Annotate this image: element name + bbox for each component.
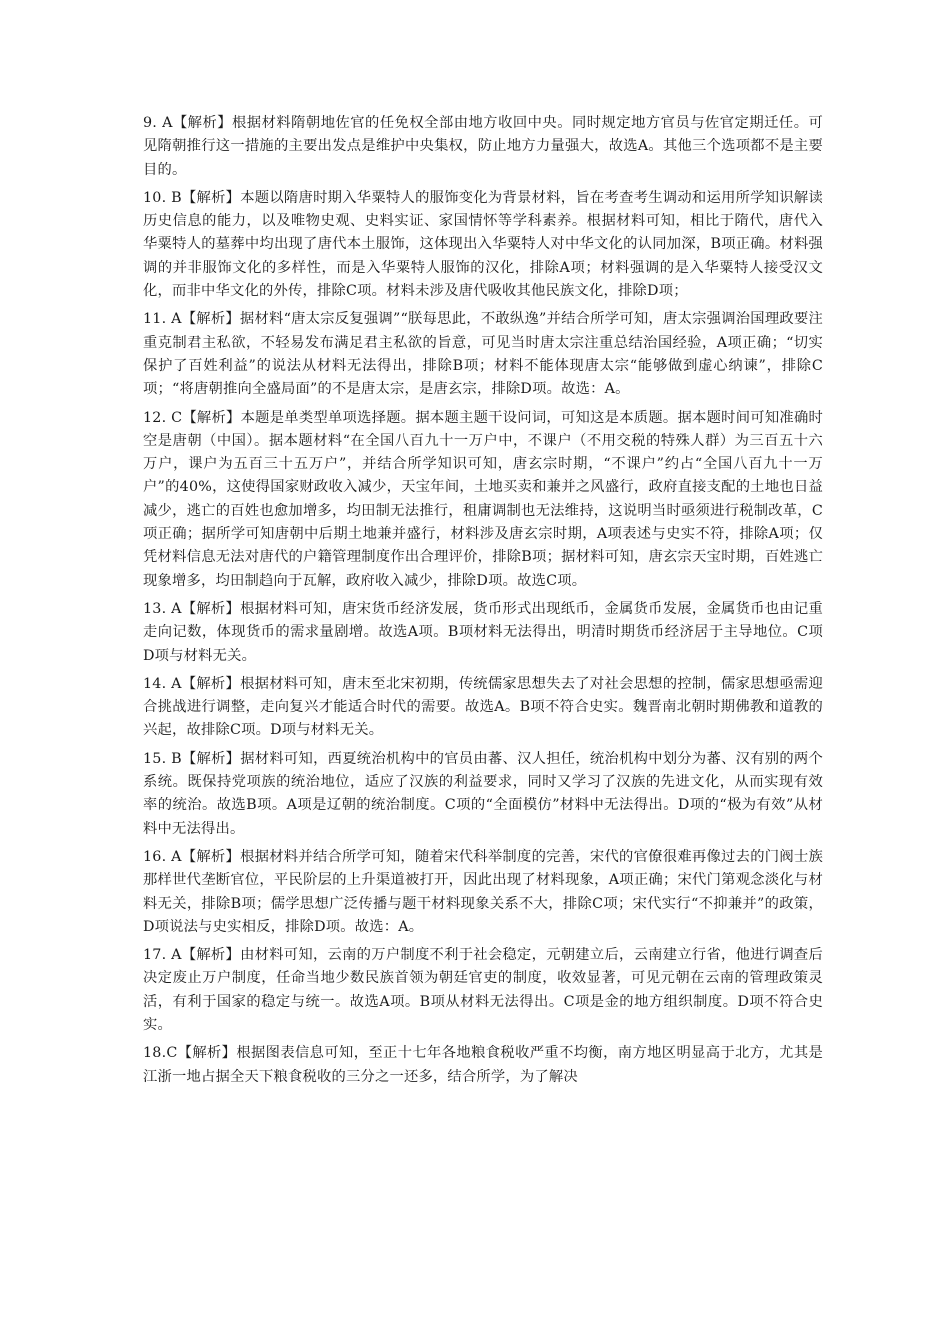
- explanation-item-9: 9. A【解析】根据材料隋朝地佐官的任免权全部由地方收回中央。同时规定地方官员与佐官定期迁任。可见隋朝推行这一措施的主要出发点是维护中央集权，防止地方力量强大，故选A。其他三个选项都不是主要目的。: [143, 115, 823, 178]
- explanation-item-18: 18.C【解析】根据图表信息可知，至正十七年各地粮食税收严重不均衡，南方地区明显高于北方，尤其是江浙一地占据全天下粮食税收的三分之一还多，结合所学，为了解决: [143, 1045, 823, 1085]
- explanation-item-14: 14. A【解析】根据材料可知，唐末至北宋初期，传统儒家思想失去了对社会思想的控制，儒家思想亟需迎合挑战进行调整，走向复兴才能适合时代的需要。故选A。B项不符合史实。魏晋南北朝时期佛教和道教的兴起，故排除C项。D项与材料无关。: [143, 675, 823, 739]
- explanation-item-12: 12. C【解析】本题是单类型单项选择题。据本题主题干设问词，可知这是本质题。据本题时间可知准确时空是唐朝（中国）。据本题材料“在全国八百九十一万户中，不课户（不用交税的特殊人群）为三百五十六万户，课户为五百三十五万户”，并结合所学知识可知，唐玄宗时期，“不课户”约占“全国八百九十一万户”的40%，这使得国家财政收入减少，天宝年间，土地买卖和兼并之风盛行，政府直接支配的土地也日益减少，逃亡的百姓也愈加增多，均田制无法推行，租庸调制也无法维持，这说明当时亟须进行税制改革，C项正确；据所学可知唐朝中后期土地兼并盛行，材料涉及唐玄宗时期，A项表述与史实不符，排除A项；仅凭材料信息无法对唐代的户籍管理制度作出合理评价，排除B项；据材料可知，唐玄宗天宝时期，百姓逃亡现象增多，均田制趋向于瓦解，政府收入减少，排除D项。故选C项。: [143, 409, 823, 589]
- answer-explanations: [143, 112, 823, 1094]
- explanation-item-10: 10. B【解析】本题以隋唐时期入华粟特人的服饰变化为背景材料，旨在考查考生调动和运用所学知识解读历史信息的能力，以及唯物史观、史料实证、家国情怀等学科素养。根据材料可知，相比于隋代，唐代入华粟特人的墓葬中均出现了唐代本土服饰，这体现出入华粟特人对中华文化的认同加深，B项正确。材料强调的并非服饰文化的多样性，而是入华粟特人服饰的汉化，排除A项；材料强调的是入华粟特人接受汉文化，而非中华文化的外传，排除C项。材料未涉及唐代吸收其他民族文化，排除D项；: [143, 189, 823, 300]
- explanation-item-17: 17. A【解析】由材料可知，云南的万户制度不利于社会稳定，元朝建立后，云南建立行省，他进行调查后决定废止万户制度，任命当地少数民族首领为朝廷官吏的制度，收效显著，可见元朝在云南的管理政策灵活，有利于国家的稳定与统一。故选A项。B项从材料无法得出。C项是金的地方组织制度。D项不符合史实。: [143, 947, 823, 1033]
- explanation-item-11: 11. A【解析】据材料“唐太宗反复强调”“朕每思此，不敢纵逸”并结合所学可知，唐太宗强调治国理政要注重克制君主私欲，不轻易发布满足君主私欲的旨意，可见当时唐太宗注重总结治国经验，A项正确；“切实保护了百姓利益”的说法从材料无法得出，排除B项；材料不能体现唐太宗“能够做到虚心纳谏”，排除C项；“将唐朝推向全盛局面”的不是唐太宗，是唐玄宗，排除D项。故选：A。: [143, 311, 823, 398]
- explanation-item-16: 16. A【解析】根据材料并结合所学可知，随着宋代科举制度的完善，宋代的官僚很难再像过去的门阀士族那样世代垄断官位，平民阶层的上升渠道被打开，因此出现了材料现象，A项正确；宋代门第观念淡化与材料无关，排除B项；儒学思想广泛传播与题干材料现象关系不大，排除C项；宋代实行“不抑兼并”的政策，D项说法与史实相反，排除D项。故选：A。: [143, 848, 823, 935]
- explanation-item-15: 15. B【解析】据材料可知，西夏统治机构中的官员由蕃、汉人担任，统治机构中划分为蕃、汉有别的两个系统。既保持党项族的统治地位，适应了汉族的利益要求，同时又学习了汉族的先进文化，从而实现有效率的统治。故选B项。A项是辽朝的统治制度。C项的“全面模仿”材料中无法得出。D项的“极为有效”从材料中无法得出。: [143, 750, 823, 837]
- explanation-item-13: 13. A【解析】根据材料可知，唐宋货币经济发展，货币形式出现纸币，金属货币发展，金属货币也由记重走向记数，体现货币的需求量剧增。故选A项。B项材料无法得出，明清时期货币经济居于主导地位。C项D项与材料无关。: [143, 600, 823, 664]
